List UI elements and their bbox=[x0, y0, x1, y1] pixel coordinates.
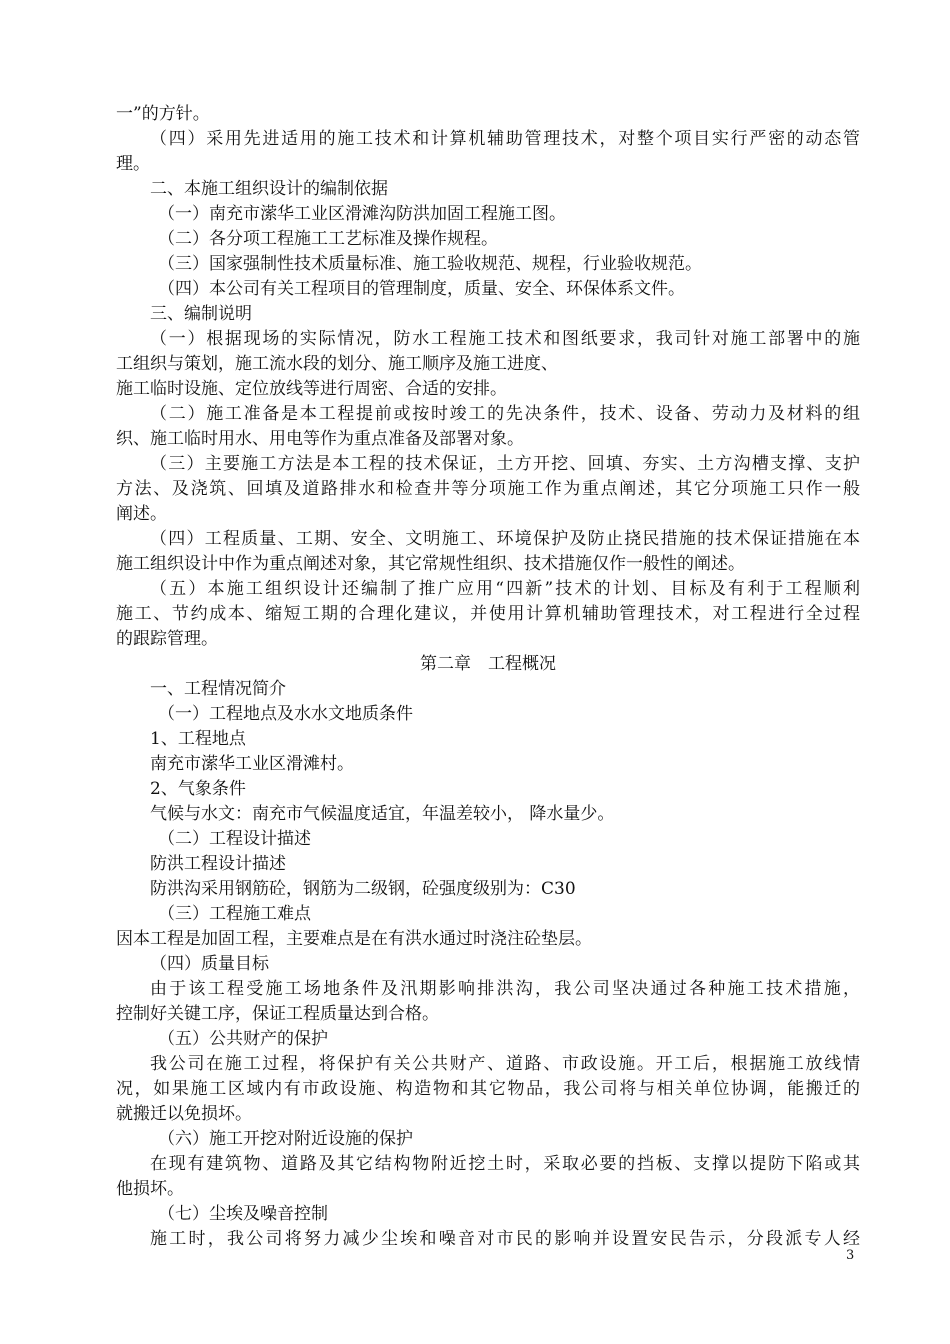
text-line: 防洪工程设计描述 bbox=[150, 854, 286, 874]
text-line: 阐述。 bbox=[116, 504, 167, 524]
text-line: 工组织与策划，施工流水段的划分、施工顺序及施工进度、 bbox=[116, 354, 558, 374]
section-heading: 二、本施工组织设计的编制依据 bbox=[150, 179, 388, 199]
text-line: （一）南充市潆华工业区滑滩沟防洪加固工程施工图。 bbox=[158, 204, 566, 224]
subsection-heading: （一）工程地点及水水文地质条件 bbox=[158, 704, 413, 724]
text-line: （三）主要施工方法是本工程的技术保证，土方开挖、回填、夯实、土方沟槽支撑、支护 bbox=[150, 454, 860, 474]
text-line: 方法、及浇筑、回填及道路排水和检查井等分项施工作为重点阐述，其它分项施工只作一般 bbox=[116, 479, 860, 499]
section-heading: 三、编制说明 bbox=[150, 304, 252, 324]
page-number: 3 bbox=[846, 1248, 855, 1263]
subsection-heading: （四）质量目标 bbox=[150, 954, 269, 974]
subsection-heading: （六）施工开挖对附近设施的保护 bbox=[158, 1129, 413, 1149]
text-line: 2、气象条件 bbox=[150, 779, 246, 799]
subsection-heading: （二）工程设计描述 bbox=[158, 829, 311, 849]
text-line: 他损坏。 bbox=[116, 1179, 184, 1199]
section-heading: 一、工程情况简介 bbox=[150, 679, 286, 699]
text-line: 控制好关键工序，保证工程质量达到合格。 bbox=[116, 1004, 439, 1024]
text-line: （二）施工准备是本工程提前或按时竣工的先决条件，技术、设备、劳动力及材料的组 bbox=[150, 404, 860, 424]
text-line: 1、工程地点 bbox=[150, 729, 246, 749]
text-line: （四）工程质量、工期、安全、文明施工、环境保护及防止挠民措施的技术保证措施在本 bbox=[150, 529, 860, 549]
text-line: 况，如果施工区域内有市政设施、构造物和其它物品，我公司将与相关单位协调，能搬迁的 bbox=[116, 1079, 860, 1099]
text-line: （二）各分项工程施工工艺标准及操作规程。 bbox=[158, 229, 498, 249]
text-line: 因本工程是加固工程，主要难点是在有洪水通过时浇注砼垫层。 bbox=[116, 929, 592, 949]
text-line: 施工临时设施、定位放线等进行周密、合适的安排。 bbox=[116, 379, 507, 399]
text-line: 一”的方针。 bbox=[116, 104, 210, 124]
text-line: 的跟踪管理。 bbox=[116, 629, 218, 649]
text-line: 施工组织设计中作为重点阐述对象，其它常规性组织、技术措施仅作一般性的阐述。 bbox=[116, 554, 745, 574]
text-line: （一）根据现场的实际情况，防水工程施工技术和图纸要求，我司针对施工部署中的施 bbox=[150, 329, 860, 349]
subsection-heading: （五）公共财产的保护 bbox=[158, 1029, 328, 1049]
subsection-heading: （七）尘埃及噪音控制 bbox=[158, 1204, 328, 1224]
text-line: 南充市潆华工业区滑滩村。 bbox=[150, 754, 354, 774]
text-line: 防洪沟采用钢筋砼，钢筋为二级钢，砼强度级别为：C30 bbox=[150, 879, 576, 899]
text-line: 织、施工临时用水、用电等作为重点准备及部署对象。 bbox=[116, 429, 524, 449]
text-line: 我公司在施工过程，将保护有关公共财产、道路、市政设施。开工后，根据施工放线情 bbox=[150, 1054, 860, 1074]
subsection-heading: （三）工程施工难点 bbox=[158, 904, 311, 924]
text-line: （四）采用先进适用的施工技术和计算机辅助管理技术，对整个项目实行严密的动态管 bbox=[150, 129, 860, 149]
text-line: 施工、节约成本、缩短工期的合理化建议，并使用计算机辅助管理技术，对工程进行全过程 bbox=[116, 604, 860, 624]
chapter-title: 第二章 工程概况 bbox=[420, 654, 556, 674]
text-line: 施工时，我公司将努力减少尘埃和噪音对市民的影响并设置安民告示，分段派专人经 bbox=[150, 1229, 860, 1249]
text-line: 由于该工程受施工场地条件及汛期影响排洪沟，我公司坚决通过各种施工技术措施， bbox=[150, 979, 860, 999]
text-line: （五）本施工组织设计还编制了推广应用“四新”技术的计划、目标及有利于工程顺利 bbox=[150, 579, 860, 599]
text-line: （四）本公司有关工程项目的管理制度，质量、安全、环保体系文件。 bbox=[158, 279, 685, 299]
text-line: 在现有建筑物、道路及其它结构物附近挖土时，采取必要的挡板、支撑以提防下陷或其 bbox=[150, 1154, 860, 1174]
text-line: 理。 bbox=[116, 154, 150, 174]
text-line: （三）国家强制性技术质量标准、施工验收规范、规程，行业验收规范。 bbox=[158, 254, 702, 274]
text-line: 气候与水文：南充市气候温度适宜，年温差较小， 降水量少。 bbox=[150, 804, 615, 824]
text-line: 就搬迁以免损坏。 bbox=[116, 1104, 252, 1124]
